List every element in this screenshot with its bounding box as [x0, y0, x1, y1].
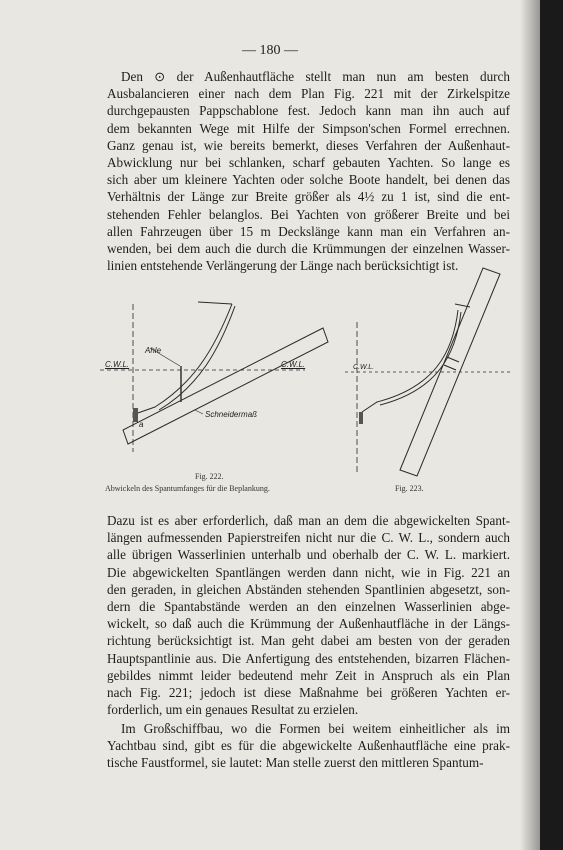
text-line: Dazu ist es aber erforderlich, daß man an dem die abgewickelten Spant-	[107, 513, 510, 528]
text-line: sich aber um kleinere Yachten oder solche Boote handelt, bei denen das	[107, 172, 510, 188]
text-line: Abwicklung nur bei schlanken, scharf gebauten Yachten. So lange es	[107, 155, 510, 171]
text-line: gebildes nimmt leider bedeutend mehr Zeit in Anspruch als ein Plan	[107, 667, 510, 683]
fig223-label-cwl: C.W.L.	[353, 364, 375, 371]
text-line: dem bekannten Wege mit Hilfe der Simpson'schen Formel errechnen.	[107, 120, 510, 136]
fig222-deck-line	[198, 302, 232, 304]
fig223-frame-curve	[362, 310, 458, 412]
page-number: — 180 —	[242, 43, 298, 58]
fig222-label-schneidermass: Schneidermaß	[205, 410, 258, 419]
figures-area	[95, 262, 520, 502]
text-line: forderlich, um ein genaues Resultat zu erzielen.	[107, 702, 359, 718]
text-line: richtung berücksichtigt ist. Man geht dabei am besten von der geraden	[107, 633, 510, 649]
text-line: den geraden, in gleichen Abständen stehenden Spantlinien abgesetzt, son-	[107, 581, 510, 597]
fig222-label-a: a	[139, 420, 144, 429]
text-line: durchgepausten Pappschablone fest. Jedoch kann man ihn auch auf	[107, 103, 510, 119]
text-line: Verhältnis der Länge zur Breite größer als 4½ zu 1 ist, sind die ent-	[107, 189, 510, 205]
figure-drawings	[95, 262, 520, 502]
fig222-frame-curve	[135, 304, 232, 414]
fig223-number: Fig. 223.	[395, 484, 424, 493]
text-line: linien entstehende Verlängerung der Länge nach berücksichtigt ist.	[107, 258, 459, 274]
text-line: stehenden Fehler belanglos. Bei Yachten von größerer Breite und bei	[107, 206, 510, 222]
fig222-label-ahle: Ahle	[145, 346, 162, 355]
text-line: längen aufmessenden Papierstreifen nicht nur die C. W. L., sondern auch	[107, 530, 510, 546]
text-line: dern die Spantabstände werden an den einzelnen Wasserlinien abge-	[107, 599, 510, 615]
fig222-frame-curve-inner	[159, 306, 235, 410]
text-line: Den ⊙ der Außenhautfläche stellt man nun am besten durch	[121, 69, 510, 84]
fig222-number: Fig. 222.	[195, 472, 224, 481]
fig223-mark-b	[444, 365, 456, 370]
text-line: alle übrigen Wasserlinien unterhalb und oberhalb der C. W. L. markiert.	[107, 547, 510, 563]
text-line: wickelt, so daß auch die Krümmung der Außenhautfläche in der Längs-	[107, 616, 510, 632]
fig223-mark-a	[447, 357, 459, 362]
paragraph-3	[107, 720, 510, 772]
fig223-frame-curve-inner	[380, 312, 461, 405]
text-line: tische Faustformel, sie lautet: Man stelle zuerst den mittleren Spantum-	[107, 755, 484, 771]
fig222-caption: Abwickeln des Spantumfanges für die Beplankung.	[105, 484, 270, 493]
text-line: Im Großschiffbau, wo die Formen bei weitem einheitlicher als im	[121, 721, 510, 736]
text-line: nach Fig. 221; jedoch ist diese Maßnahme bei größeren Yachten er-	[107, 685, 510, 701]
text-line: Ausbalancieren einer nach dem Plan Fig. 221 mit der Zirkelspitze	[107, 86, 510, 102]
fig222-label-cwl-left: C.W.L.	[105, 360, 130, 369]
paragraph-1	[107, 68, 510, 274]
text-line: Hauptspantlinie aus. Die Anfertigung des entstehenden, bizarren Flächen-	[107, 650, 510, 666]
page-edge-shadow	[520, 0, 540, 850]
fig222-label-cwl-right: C.W.L.	[281, 360, 306, 369]
fig222-keel	[133, 408, 138, 422]
text-line: wenden, bei dem auch die durch die Krümmungen der einzelnen Wasser-	[107, 241, 510, 257]
text-line: Ganz genau ist, wie bereits bemerkt, dieses Verfahren der Außenhaut-	[107, 137, 510, 153]
fig223-keel	[359, 412, 363, 424]
fig222-schneidermass-leader	[195, 410, 203, 414]
paragraph-2	[107, 512, 510, 718]
text-line: allen Fahrzeugen über 15 m Deckslänge kann man ein Verfahren an-	[107, 223, 510, 239]
text-line: Yachtbau sind, gibt es für die abgewickelte Außenhautfläche eine prak-	[107, 738, 510, 754]
text-line: Die abgewickelten Spantlängen werden dann nicht, wie in Fig. 221 an	[107, 564, 510, 580]
